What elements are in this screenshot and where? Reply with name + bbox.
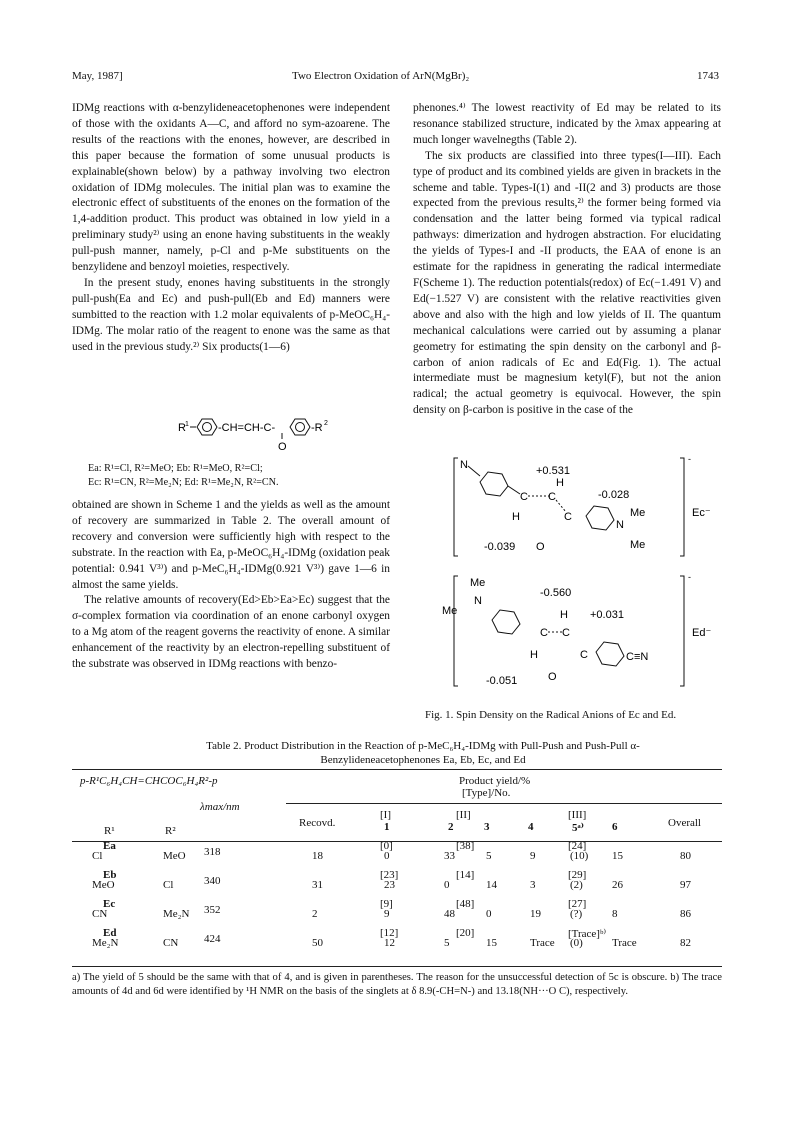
table-cell-p4: Trace [530, 937, 555, 949]
table-cell-p3: 5 [486, 850, 492, 862]
table-cell-p1: 12 [384, 937, 395, 949]
product-number: 1 [384, 821, 390, 833]
table-cell-tIII: [Trace]ᵇ⁾ [568, 928, 607, 940]
table-cell-rec: 31 [312, 879, 323, 891]
overall-header: Overall [668, 817, 701, 829]
type-iii-header: [III] [568, 809, 587, 821]
ed-spin-value: -0.051 [486, 675, 518, 687]
r2-header: R² [165, 825, 176, 837]
table-cell-p4: 19 [530, 908, 541, 920]
table-cell-tII: [14] [456, 869, 475, 881]
table-cell-p1: 0 [384, 850, 390, 862]
atom-n: N [616, 519, 624, 531]
ed-spin-value: -0.560 [540, 587, 572, 599]
right-column [413, 101, 721, 419]
table-cell-p3: 0 [486, 908, 492, 920]
table-cell-p3: 14 [486, 879, 497, 891]
table-cell-p4: 3 [530, 879, 536, 891]
table-cell-rec: 50 [312, 937, 323, 949]
svg-text:2: 2 [324, 420, 328, 427]
table-cell-lmax: 340 [204, 875, 221, 887]
atom-h: H [560, 609, 568, 621]
atom-h: H [530, 649, 538, 661]
table-cell-rec: 2 [312, 908, 318, 920]
atom-me: Me [630, 539, 646, 551]
ed-spin-value: +0.031 [590, 609, 624, 621]
table-cell-p6: Trace [612, 937, 637, 949]
svg-text:-CH=CH-C-: -CH=CH-C- [218, 422, 276, 434]
table-cell-r1: CN [92, 908, 108, 920]
table-cell-tIII: [24] [568, 840, 587, 852]
table-rule [286, 803, 722, 804]
table-cell-p1: 23 [384, 879, 395, 891]
r1-header: R¹ [104, 825, 115, 837]
table-cell-r1: Cl [92, 850, 103, 862]
atom-o: O [548, 671, 557, 683]
table-cell-r2: MeO [163, 850, 186, 862]
figure-caption: Fig. 1. Spin Density on the Radical Anions of Ec and Ed. [425, 709, 677, 721]
table-cell-tII: [38] [456, 840, 475, 852]
table-cell-p2: 33 [444, 850, 455, 862]
ec-spin-value: -0.039 [484, 541, 516, 553]
table-cell-tI: [9] [380, 898, 393, 910]
page-number: 1743 [697, 70, 719, 82]
atom-c: C [520, 491, 528, 503]
table-cell-p1: 9 [384, 908, 390, 920]
lambda-header: λmax/nm [200, 801, 240, 813]
left-column-lower [72, 498, 390, 673]
table-cell-r2: CN [163, 937, 179, 949]
table-cell-overall: 82 [680, 937, 691, 949]
substrate-header: p-R¹C₆H₄CH=CHCOC₆H₄R²-p [80, 775, 218, 787]
atom-h: H [556, 477, 564, 489]
atom-me: Me [442, 605, 458, 617]
type-header: [Type]/No. [462, 787, 511, 799]
table-cell-p6: 8 [612, 908, 618, 920]
paragraph: In the present study, enones having substituents in the strongly pull-push(Ea and Ec) and push-pull(Eb and Ed) manners were sumbitted to the reaction with 1.2 molar equivalents of p-MeOC₆H₄-IDMg. The molar ratio of the reagent to enone was the same as that used in the previous study.²⁾ Six products(1—6) [72, 276, 390, 353]
svg-text:-: - [688, 572, 691, 582]
atom-c: C [562, 627, 570, 639]
product-number: 6 [612, 821, 618, 833]
atom-c: C [564, 511, 572, 523]
table-cell-p4: 9 [530, 850, 536, 862]
table-cell-p5: (2) [570, 879, 583, 891]
table-cell-lmax: 352 [204, 904, 221, 916]
recovery-header: Recovd. [299, 817, 336, 829]
table-cell-lmax: 424 [204, 933, 221, 945]
table-title: Table 2. Product Distribution in the Reaction of p-MeC₆H₄-IDMg with Pull-Push and Push-Pull α-Benzylideneacetophenones Ea, Eb, Ec, and Ed [206, 740, 640, 766]
substituent-line: Ea: R¹=Cl, R²=MeO; Eb: R¹=MeO, R²=Cl; [88, 463, 263, 474]
substituent-definitions [88, 462, 279, 490]
table-footnote: a) The yield of 5 should be the same with that of 4, and is given in parentheses. The reason for the unsuccessful detection of 5c is obscure. b) The trace amounts of 4d and 6d were identified by ¹H NMR on the basis of the singlets at δ 8.9(-CH=N-) and 13.18(NH···O C), respectively. [72, 972, 722, 997]
spin-density-diagram [440, 452, 730, 702]
paragraph: The relative amounts of recovery(Ed>Eb>Ea>Ec) suggest that the σ-complex formation via coordination of an enone carbonyl oxygen to a Mg atom of the reagent governs the reactivity of enone. A similar enhancement of the reactivity by an electron-repelling substituent of the substrate was observed in IDMg reactions with benzo- [72, 594, 390, 671]
atom-c: C [580, 649, 588, 661]
table-cell-tII: [48] [456, 898, 475, 910]
table-cell-tI: [23] [380, 869, 399, 881]
atom-c: C [548, 491, 556, 503]
table-cell-rec: 18 [312, 850, 323, 862]
table-cell-r1: MeO [92, 879, 115, 891]
table-cell-p5: (?) [570, 908, 583, 920]
table-cell-name: Ec [103, 898, 116, 910]
table-cell-lmax: 318 [204, 846, 221, 858]
atom-c: C [540, 627, 548, 639]
table-cell-overall: 97 [680, 879, 691, 891]
running-title: Two Electron Oxidation of ArN(MgBr)₂ [292, 70, 470, 82]
table-cell-p5: (10) [570, 850, 589, 862]
paragraph: obtained are shown in Scheme 1 and the yields as well as the amount of recovery are summarized in Table 2. The overall amount of recovery and conversion were sufficiently high with respect to the substrate. In the reaction with Ea, p-MeOC₆H₄-IDMg (oxidation peak potential: 0.941 V³⁾) and p-MeC₆H₄-IDMg(0.921 V³⁾) gave 1—6 in almost the same yields. [72, 499, 390, 591]
svg-text:R: R [178, 422, 186, 434]
table-rule [72, 841, 722, 842]
atom-me: Me [470, 577, 486, 589]
atom-h: H [512, 511, 520, 523]
table-cell-p5: (0) [570, 937, 583, 949]
table-cell-tI: [0] [380, 840, 393, 852]
atom-n: N [474, 595, 482, 607]
substituent-line: Ec: R¹=CN, R²=Me₂N; Ed: R¹=Me₂N, R²=CN. [88, 477, 279, 488]
atom-o: O [536, 541, 545, 553]
table-cell-r2: Cl [163, 879, 174, 891]
yield-header: Product yield/% [459, 775, 531, 787]
product-number: 2 [448, 821, 454, 833]
paragraph: The six products are classified into three types(I—III). Each type of product and its combined yields are given in brackets in the scheme and table. Types-I(1) and -II(2 and 3) products are those expected from the previous results,²⁾ the former being formed via condensation and the latter being formed via typical radical pathways: dimerization and hydrogen abstraction. For elucidating the yields of Types-I and -II products, the EAA of enone is an estimate for the rapidness in generating the radical intermediate F(Scheme 1). The reduction potentials(redox) of Ec(−1.491 V) and Ed(−1.527 V) are consistent with the relative reactivities given above and also with the high and low yields of II. The quantum mechanical calculations were carried out by assuming a planar geometry for estimating the spin density on the carbonyl and β-carbon of anion radicals of Ec and Ed(Fig. 1). The actual intermediate must be magnesium ketyl(F), but not the anion radical; the actual geometry is equivocal. However, the spin density on β-carbon is positive in the case of the [413, 149, 721, 417]
table-rule [72, 966, 722, 967]
enone-structure [178, 417, 358, 458]
ec-label: Ec⁻ [692, 507, 711, 519]
enone-structure-drawing [178, 417, 358, 455]
svg-text:1: 1 [185, 421, 189, 428]
table-cell-name: Ed [103, 927, 117, 939]
table-cell-tIII: [27] [568, 898, 587, 910]
table-rule [72, 769, 722, 770]
ed-label: Ed⁻ [692, 627, 712, 639]
table-cell-name: Ea [103, 840, 116, 852]
svg-text:-: - [688, 454, 691, 464]
atom-cn: C≡N [626, 651, 649, 663]
table-cell-r1: Me₂N [92, 937, 119, 949]
svg-text:-R: -R [311, 422, 323, 434]
paragraph: phenones.⁴⁾ The lowest reactivity of Ed may be related to its resonance stabilized structure, indicated by the λmax appearing at much longer wavelnegths (Table 2). [413, 102, 721, 146]
table-cell-tIII: [29] [568, 869, 587, 881]
running-date: May, 1987] [72, 70, 123, 82]
atom-n: N [460, 459, 468, 471]
product-number: 4 [528, 821, 534, 833]
table-cell-p6: 15 [612, 850, 623, 862]
product-number: 5ᵃ⁾ [572, 822, 584, 834]
type-ii-header: [II] [456, 809, 471, 821]
table-cell-overall: 86 [680, 908, 691, 920]
table-cell-name: Eb [103, 869, 117, 881]
atom-me: Me [630, 507, 646, 519]
table-cell-p2: 0 [444, 879, 450, 891]
table-cell-p6: 26 [612, 879, 623, 891]
svg-text:O: O [278, 441, 287, 453]
left-column [72, 101, 390, 356]
table-cell-p2: 5 [444, 937, 450, 949]
table-cell-p2: 48 [444, 908, 455, 920]
table-cell-p3: 15 [486, 937, 497, 949]
type-i-header: [I] [380, 809, 391, 821]
table-cell-r2: Me₂N [163, 908, 190, 920]
table-cell-overall: 80 [680, 850, 691, 862]
ec-spin-value: +0.531 [536, 465, 570, 477]
figure-1 [440, 452, 730, 707]
ec-spin-value: -0.028 [598, 489, 630, 501]
paragraph: IDMg reactions with α-benzylideneacetophenones were independent of those with the oxidants A—C, and afford no sym-azoarene. The results of the reactions with the enones, however, are described in this paper because the formation of some unusual products is explainable(shown below) by a pathway involving two electron oxidation of IDMg molecules. The initial plan was to examine the electronic effect of substituents of the enones on the formation of the 1,4-addition product. This product was obtained in low yield in a preliminary study²⁾ using an enone having substituents in the weakly pull-push manner, namely, p-Cl and p-Me substituents on the benzylidene and benzoyl moieties, respectively. [72, 102, 390, 274]
product-number: 3 [484, 821, 490, 833]
table-cell-tI: [12] [380, 927, 399, 939]
table-cell-tII: [20] [456, 927, 475, 939]
